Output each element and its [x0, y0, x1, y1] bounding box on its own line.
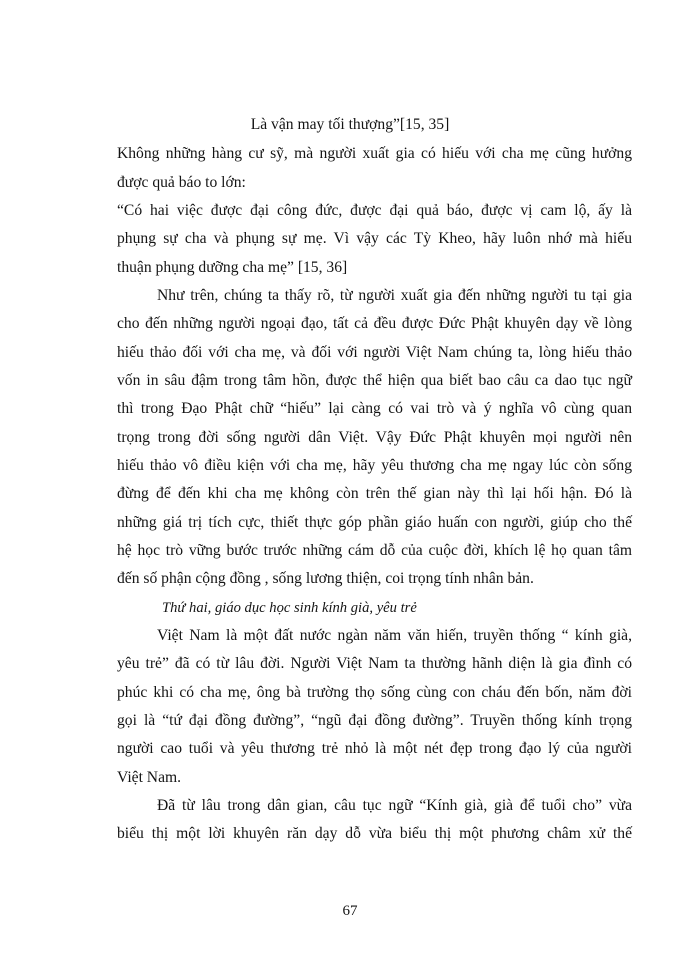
paragraph-line: những giá trị tích cực, thiết thực góp phần giáo huấn con người, giúp cho thế: [117, 514, 632, 531]
section-heading: Thứ hai, giáo dục học sinh kính già, yêu trẻ: [162, 600, 417, 616]
paragraph-line: yêu trẻ” đã có từ lâu đời. Người Việt Nam ta thường hãnh diện là gia đình có: [117, 655, 632, 672]
paragraph-line: Việt Nam là một đất nước ngàn năm văn hiến, truyền thống “ kính già,: [157, 627, 632, 644]
paragraph-line: người cao tuổi và yêu thương trẻ nhỏ là một nét đẹp trong đạo lý của người: [117, 740, 632, 757]
paragraph-line: Như trên, chúng ta thấy rõ, từ người xuất gia đến những người tu tại gia: [157, 287, 632, 304]
paragraph-line: trọng trong đời sống người dân Việt. Vậy Đức Phật khuyên mọi người nên: [117, 429, 632, 446]
paragraph-line: đừng để đến khi cha mẹ không còn trên thế gian này thì lại hối hận. Đó là: [117, 485, 632, 502]
paragraph-line: biểu thị một lời khuyên răn dạy dỗ vừa biểu thị một phương châm xử thế: [117, 825, 632, 842]
paragraph-line: cho đến những người ngoại đạo, tất cả đều được Đức Phật khuyên dạy về lòng: [117, 315, 632, 332]
paragraph-line: hệ học trò vững bước trước những cám dỗ của cuộc đời, khích lệ họ quan tâm: [117, 542, 632, 559]
paragraph-line: vốn in sâu đậm trong tâm hồn, được thể hiện qua biết bao câu ca dao tục ngữ: [117, 372, 632, 389]
quote-line: thuận phụng dưỡng cha mẹ” [15, 36]: [117, 259, 348, 276]
page-number: 67: [342, 903, 358, 919]
paragraph-line: thì trong Đạo Phật chữ “hiếu” lại càng có vai trò và ý nghĩa vô cùng quan: [117, 400, 632, 417]
paragraph-line: Đã từ lâu trong dân gian, câu tục ngữ “Kính già, già để tuổi cho” vừa: [157, 797, 632, 814]
paragraph-line: gọi là “tứ đại đồng đường”, “ngũ đại đồng đường”. Truyền thống kính trọng: [117, 712, 632, 729]
paragraph-line: Không những hàng cư sỹ, mà người xuất gia có hiếu với cha mẹ cũng hưởng: [117, 145, 632, 162]
paragraph-line: Việt Nam.: [117, 769, 182, 786]
quote-line: phụng sự cha và phụng sự mẹ. Vì vậy các Tỳ Kheo, hãy luôn nhớ mà hiếu: [117, 230, 632, 247]
verse-ending-line: Là vận may tối thượng”[15, 35]: [250, 116, 450, 133]
paragraph-line: đến số phận cộng đồng , sống lương thiện, coi trọng tính nhân bản.: [117, 570, 534, 587]
paragraph-line: phúc khi có cha mẹ, ông bà trường thọ sống cùng con cháu đến bốn, năm đời: [117, 684, 632, 701]
paragraph-line: hiếu thảo đối với cha mẹ, và đối với người Việt Nam chúng ta, lòng hiếu thảo: [117, 344, 632, 361]
quote-line: “Có hai việc được đại công đức, được đại quả báo, được vị cam lộ, ấy là: [117, 202, 632, 219]
paragraph-line: hiếu thảo vô điều kiện với cha mẹ, hãy yêu thương cha mẹ ngay lúc còn sống: [117, 457, 632, 474]
paragraph-line: được quả báo to lớn:: [117, 174, 246, 191]
